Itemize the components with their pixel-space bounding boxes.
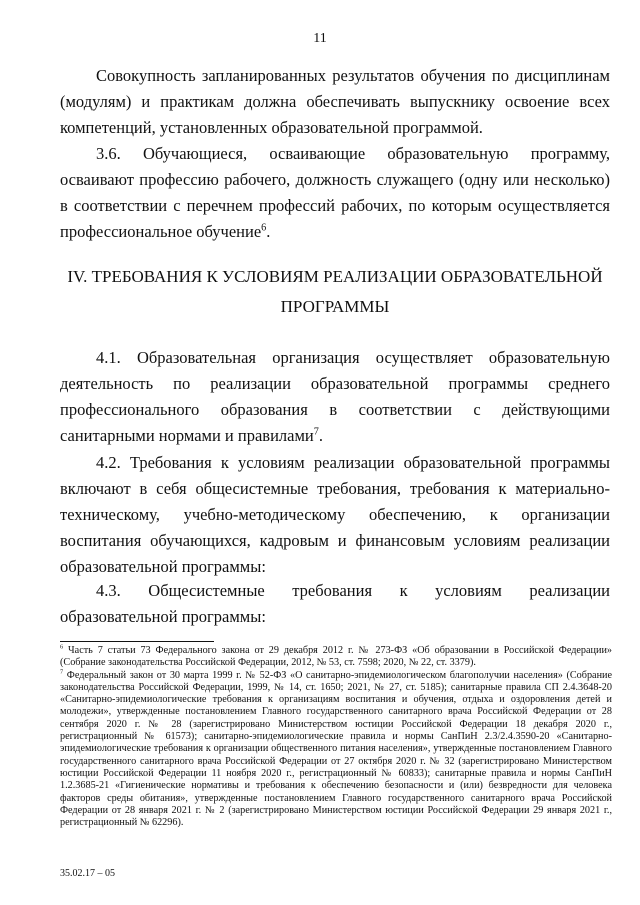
footnote-7 [60,670,612,830]
paragraph-4-2 [60,450,610,580]
paragraph-body: 4.1. Образовательная организация осуществляет образовательную деятельность по реализации образовательной программы среднего профессионального образования в соответствии с действующими санитарными нормами и правилами [60,348,610,445]
footnote-mark: 7 [60,668,64,676]
footnote-ref-7[interactable]: 7 [313,426,319,438]
footnotes [60,645,612,829]
paragraph-text: 3.6. Обучающиеся, осваивающие образовательную программу, осваивают профессию рабочего, должность служащего (одну или несколько) в соответствии с перечнем профессий рабочих, по которым осуществляется профессиональное обучение$^6$. [60,144,610,241]
paragraph-learning-outcomes [60,63,610,141]
paragraph-text: Совокупность запланированных результатов обучения по дисциплинам (модулям) и практикам должна обеспечивать выпускнику освоение всех компетенций, установленных образовательной программой. [60,66,610,137]
paragraph-text: 4.2. Требования к условиям реализации образовательной программы включают в себя общесистемные требования, требования к материально-техническому, учебно-методическому обеспечению, к организации воспитания обучающихся, кадровым и финансовым условиям реализации образовательной программы: [60,453,610,576]
footnote-6 [60,645,612,670]
page-number: 11 [313,31,327,46]
document-code: 35.02.17 – 05 [60,868,115,879]
section-heading-iv [60,262,610,322]
heading-line-2: ПРОГРАММЫ [280,297,390,316]
paragraph-body: 3.6. Обучающиеся, осваивающие образовательную программу, осваивают профессию рабочего, должность служащего (одну или несколько) в соответствии с перечнем профессий рабочих, по которым осуществляется профессиональное обучение [60,144,610,241]
footnote-mark: 6 [60,643,64,651]
paragraph-text: 4.3. Общесистемные требования к условиям реализации образовательной программы: [60,581,610,626]
paragraph-4-3 [60,578,610,630]
paragraph-4-1 [60,345,610,449]
heading-line-1: IV. ТРЕБОВАНИЯ К УСЛОВИЯМ РЕАЛИЗАЦИИ ОБРАЗОВАТЕЛЬНОЙ [67,267,603,286]
footnote-divider [60,641,214,642]
footnote-text: Часть 7 статьи 73 Федерального закона от 29 декабря 2012 г. № 273-ФЗ «Об образовании в Российской Федерации» (Собрание законодательства Российской Федерации, 2012, № 53, ст. 7598; 2020, № 22, ст. 3379). [60,645,613,669]
footnote-text: Федеральный закон от 30 марта 1999 г. № 52-ФЗ «О санитарно-эпидемиологическом благополучии населения» (Собрание законодательства Российской Федерации, 1999, № 14, ст. 1650; 2021, № 27, ст. 5185); санитарные правила СП 2.4.3648-20 «Санитарно-эпидемиологические требования к организациям воспитания и обучения, отдыха и оздоровления детей и молодежи», утвержденные постановлением Главного государственного санитарного врача Российской Федерации от 28 сентября 2020 г. № 28 (зарегистрировано Министерством юстиции Российской Федерации 18 декабря 2020 г., регистрационный № 61573); санитарно-эпидемиологические правила и нормы СанПиН 2.3/2.4.3590-20 «Санитарно-эпидемиологические требования к организации общественного питания населения», утвержденные постановлением Главного государственного санитарного врача Российской Федерации от 27 октября 2020 г. № 32 (зарегистрировано Министерством юстиции Российской Федерации 11 ноября 2020 г., регистрационный № 60833); санитарные правила и нормы СанПиН 1.2.3685-21 «Гигиенические нормативы и требования к обеспечению безопасности и (или) безвредности для человека факторов среды обитания», утвержденные постановлением Главного государственного санитарного врача Российской Федерации от 28 января 2021 г. № 2 (зарегистрировано Министерством юстиции Российской Федерации 29 января 2021 г., регистрационный № 62296). [60,669,612,829]
paragraph-text: 4.1. Образовательная организация осуществляет образовательную деятельность по реализации образовательной программы среднего профессионального образования в соответствии с действующими санитарными нормами и правилами$^7$. [60,348,610,445]
footnote-ref-6[interactable]: 6 [261,222,267,234]
paragraph-3-6 [60,141,610,245]
